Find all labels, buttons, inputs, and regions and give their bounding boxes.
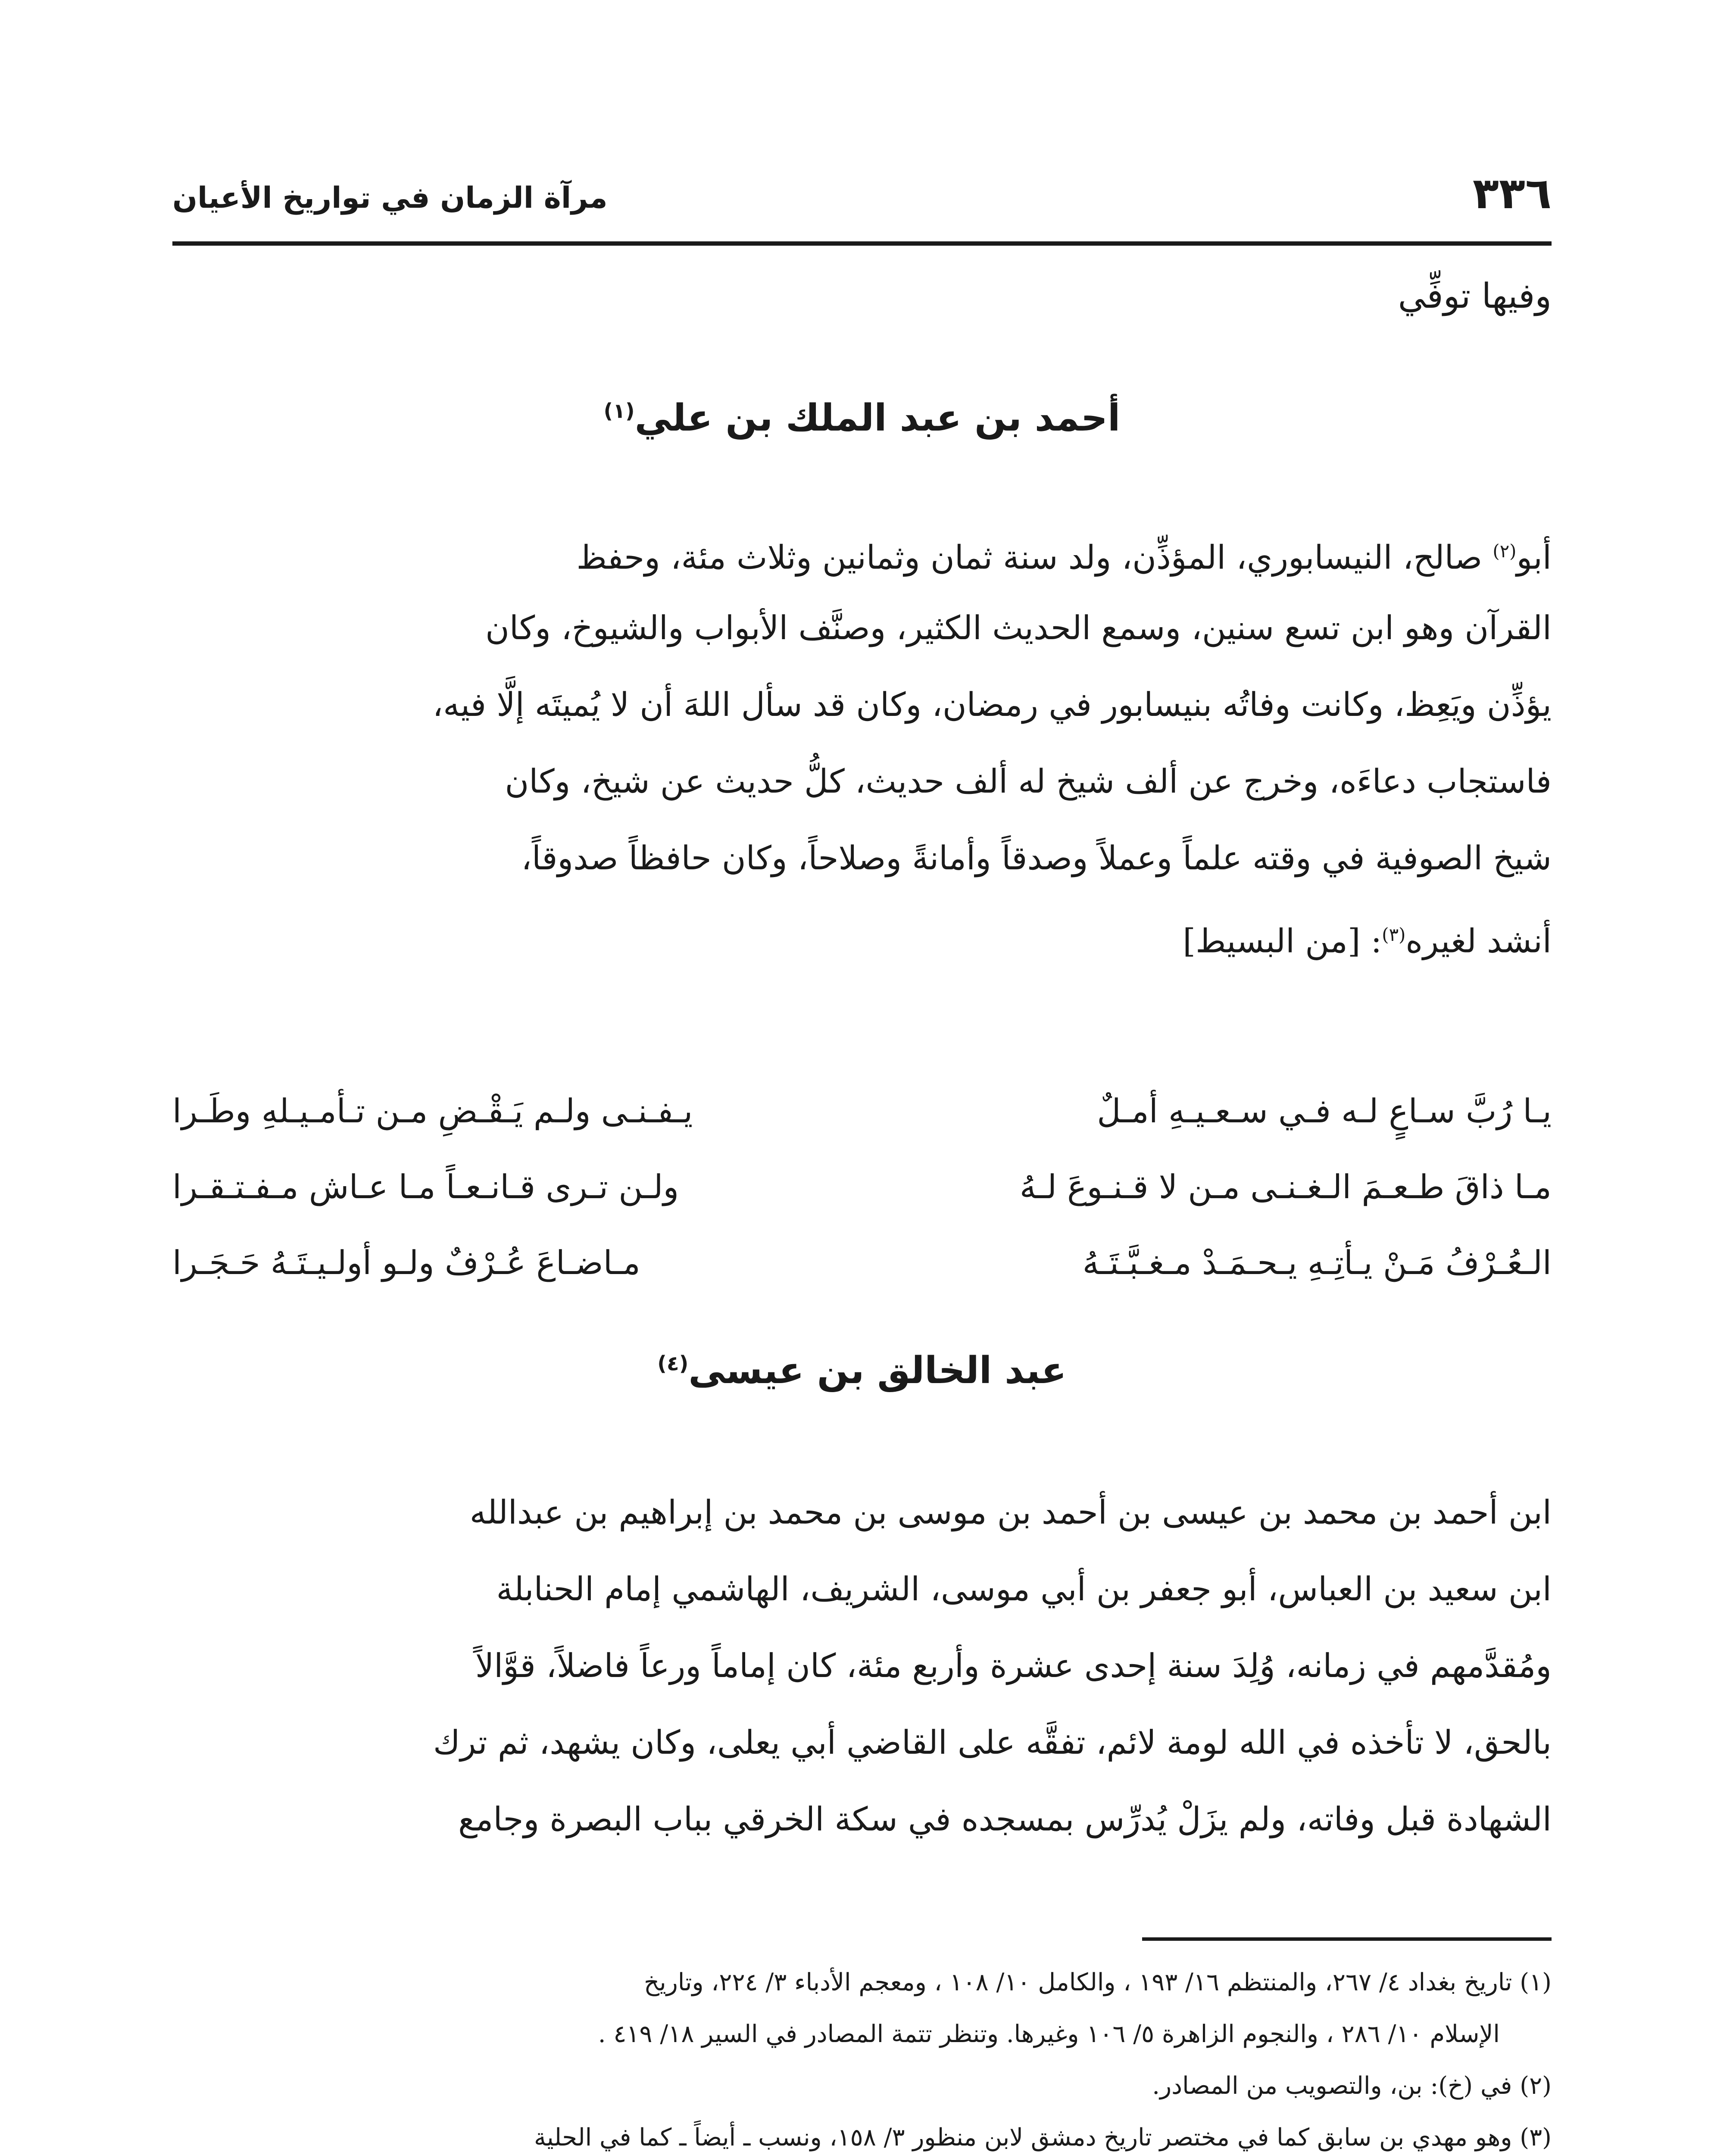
entry-heading-abdulkhaliq: [172, 1349, 1552, 1392]
page-header: [172, 168, 1552, 237]
body-line: [172, 513, 1552, 590]
intro-text: وفيها توفِّي: [1398, 276, 1552, 316]
entry-body-abdulkhaliq: [172, 1474, 1552, 1858]
poem-second-hemistich: مـاضـاعَ عُـرْفٌ ولـو أولـيـتَـهُ حَـجَـرا: [172, 1243, 640, 1282]
footnote-3: [172, 2112, 1552, 2155]
body-line: ابن أحمد بن محمد بن عيسى بن أحمد بن موسى بن محمد بن إبراهيم بن عبدالله: [469, 1493, 1552, 1531]
body-text: أنشد لغيره: [1405, 921, 1552, 960]
header-rule: [172, 241, 1552, 246]
running-title: مرآة الزمان في تواريخ الأعيان: [172, 181, 608, 215]
entry-heading-text: أحمد بن عبد الملك بن علي: [634, 397, 1121, 440]
footnote-ref: (١): [603, 399, 635, 423]
body-line: يؤذِّن ويَعِظ، وكانت وفاتُه بنيسابور في رمضان، وكان قد سأل اللهَ أن لا يُميتَه إلَّا فيه،: [432, 685, 1552, 724]
body-line: فاستجاب دعاءَه، وخرج عن ألف شيخ له ألف حديث، كلُّ حديث عن شيخ، وكان: [505, 762, 1552, 800]
footnote-1: [172, 1957, 1552, 2060]
poem-first-hemistich: يـا رُبَّ سـاعٍ لـه فـي سـعـيـهِ أمـلٌ: [1097, 1092, 1552, 1130]
footnote-line: (٣) وهو مهدي بن سابق كما في مختصر تاريخ دمشق لابن منظور ٣/ ١٥٨، ونسب ـ أيضاً ـ كما في الحلية: [534, 2124, 1552, 2152]
book-page: [172, 0, 1552, 2155]
poem: [172, 1073, 1552, 1301]
entry-heading-ahmad: [172, 397, 1552, 440]
footnote-line: (١) تاريخ بغداد ٤/ ٢٦٧، والمنتظم ١٦/ ١٩٣ ، والكامل ١٠/ ١٠٨ ، ومعجم الأدباء ٣/ ٢٢٤، وتاريخ: [644, 1968, 1552, 1996]
footnote-rule: [1142, 1937, 1552, 1941]
page-number: ٣٣٦: [1472, 168, 1552, 219]
body-text: : [من البسيط]: [1183, 921, 1382, 960]
footnote-line: الإسلام ١٠/ ٢٨٦ ، والنجوم الزاهرة ٥/ ١٠٦ وغيرها. وتنظر تتمة المصادر في السير ١٨/ ٤١٩ .: [598, 2020, 1500, 2048]
body-text: صالح، النيسابوري، المؤذِّن، ولد سنة ثمان وثمانين وثلاث مئة، وحفظ: [576, 538, 1493, 577]
footnote-line: (٢) في (خ): بن، والتصويب من المصادر.: [1152, 2072, 1552, 2100]
body-line: القرآن وهو ابن تسع سنين، وسمع الحديث الكثير، وصنَّف الأبواب والشيوخ، وكان: [485, 609, 1552, 647]
body-text: أبو: [1516, 538, 1552, 577]
footnote-2: [172, 2060, 1552, 2112]
poem-first-hemistich: الـعُـرْفُ مَـنْ يـأتِـهِ يـحـمَـدْ مـغـبَّـتَـهُ: [1082, 1243, 1552, 1282]
entry-heading-text: عبد الخالق بن عيسى: [688, 1349, 1067, 1392]
poem-verse: [172, 1225, 1552, 1301]
poem-first-hemistich: مـا ذاقَ طـعـمَ الـغـنـى مـن لا قـنـوعَ لـهُ: [1019, 1168, 1552, 1206]
body-line: الشهادة قبل وفاته، ولم يزَلْ يُدرِّس بمسجده في سكة الخرقي بباب البصرة وجامع: [458, 1800, 1552, 1838]
body-line: شيخ الصوفية في وقته علماً وعملاً وصدقاً وأمانةً وصلاحاً، وكان حافظاً صدوقاً،: [521, 839, 1552, 877]
poem-second-hemistich: ولـن تـرى قـانـعـاً مـا عـاش مـفـتـقـرا: [172, 1168, 679, 1206]
body-line: ومُقدَّمهم في زمانه، وُلِدَ سنة إحدى عشرة وأربع مئة، كان إماماً ورعاً فاضلاً، قوَّالاً: [475, 1646, 1552, 1685]
footnote-ref: (٤): [657, 1352, 689, 1376]
entry-body-ahmad: [172, 513, 1552, 973]
footnotes: [172, 1957, 1552, 2155]
poem-verse: [172, 1149, 1552, 1225]
poem-verse: [172, 1073, 1552, 1149]
poem-second-hemistich: يـفـنـى ولـم يَـقْـضِ مـن تـأمـيـلهِ وطَـرا: [172, 1092, 693, 1130]
body-line: [172, 896, 1552, 973]
body-line: ابن سعيد بن العباس، أبو جعفر بن أبي موسى، الشريف، الهاشمي إمام الحنابلة: [496, 1570, 1552, 1608]
footnote-ref: (٢): [1492, 540, 1517, 562]
body-line: بالحق، لا تأخذه في الله لومة لائم، تفقَّه على القاضي أبي يعلى، وكان يشهد، ثم ترك: [433, 1723, 1552, 1761]
footnote-ref: (٣): [1382, 924, 1406, 945]
